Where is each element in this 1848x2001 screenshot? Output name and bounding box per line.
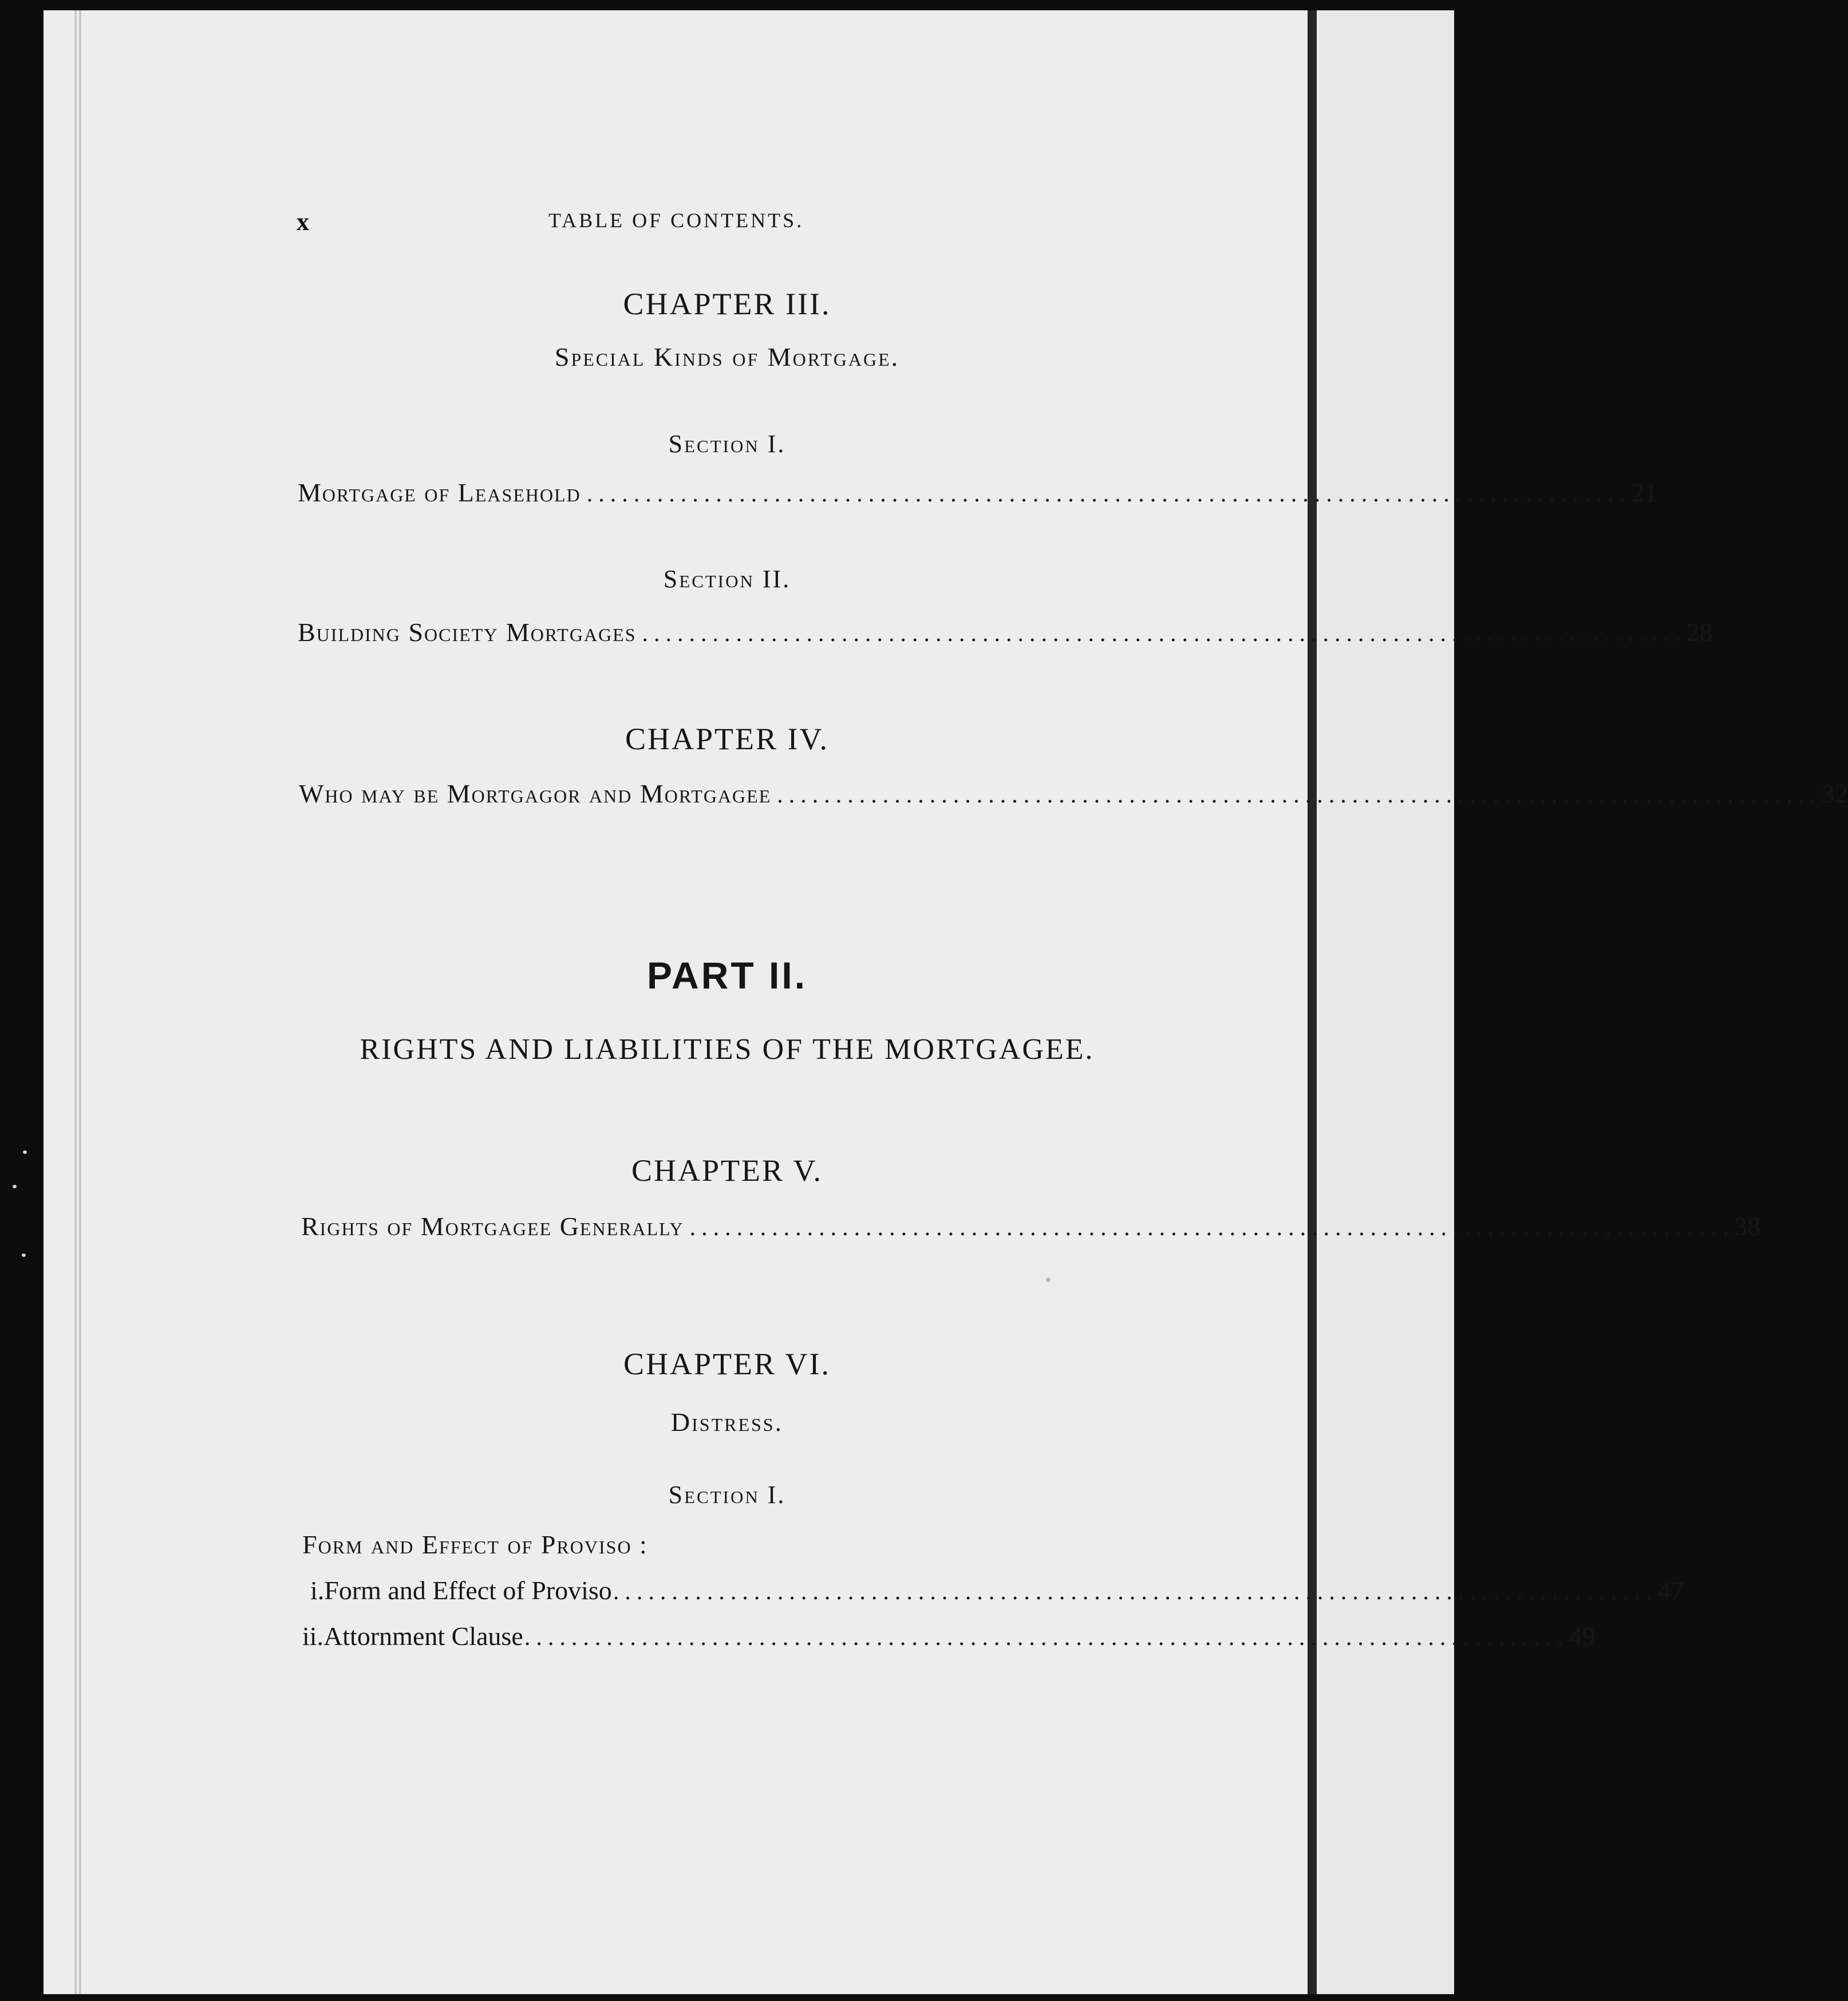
toc-entry-who-may-be-mortgagor[interactable] — [299, 778, 1848, 813]
toc-subentry-attornment-clause[interactable] — [302, 1621, 1596, 1655]
toc-entry-page: 49 — [1569, 1622, 1596, 1651]
chapter-6-subtitle: Distress. — [670, 1407, 784, 1437]
subentry-numeral: i. — [310, 1576, 325, 1605]
toc-entry-page: 38 — [1734, 1212, 1761, 1241]
toc-entry-label: Attornment Clause — [323, 1622, 523, 1651]
chapter-3-section-1-heading: Section I. — [668, 430, 786, 458]
dot-leader: ......................................................................................... — [586, 481, 1632, 507]
scan-speck — [22, 1253, 26, 1257]
dot-leader: ......................................................................................... — [642, 620, 1687, 647]
dot-leader: ......................................................................................... — [777, 782, 1822, 808]
chapter-4-heading: CHAPTER IV. — [625, 722, 830, 756]
toc-entry-building-society-mortgages[interactable] — [298, 617, 1713, 651]
toc-entry-label: Mortgage of Leasehold — [298, 478, 581, 507]
group-label: Form and Effect of Proviso : — [302, 1530, 648, 1559]
chapter-6-section-1-heading: Section I. — [668, 1481, 786, 1509]
toc-entry-label: Rights of Mortgagee Generally — [301, 1212, 684, 1241]
chapter-6-heading: CHAPTER VI. — [623, 1347, 831, 1381]
subentry-numeral: ii. — [302, 1622, 324, 1651]
chapter-3-subtitle: Special Kinds of Mortgage. — [554, 342, 900, 371]
running-head — [0, 206, 1454, 235]
toc-entry-label: Form and Effect of Proviso — [324, 1576, 612, 1605]
toc-entry-rights-of-mortgagee[interactable] — [301, 1211, 1761, 1245]
toc-entry-page: 47 — [1657, 1576, 1684, 1605]
toc-entry-page: 28 — [1687, 618, 1713, 647]
toc-entry-label: Building Society Mortgages — [298, 618, 637, 647]
page-speck — [1046, 1278, 1051, 1282]
toc-entry-page: 21 — [1631, 478, 1658, 507]
part-2-heading: PART II. — [646, 954, 808, 996]
toc-entry-page: 32 — [1821, 779, 1848, 808]
chapter-5-heading: CHAPTER V. — [631, 1153, 823, 1188]
dot-leader: ......................................................................................... — [689, 1215, 1735, 1241]
part-2-subtitle: RIGHTS AND LIABILITIES OF THE MORTGAGEE. — [360, 1033, 1095, 1066]
toc-entry-label: Who may be Mortgagor and Mortgagee — [299, 779, 772, 808]
dot-leader: ......................................................................................... — [524, 1624, 1569, 1651]
running-head-title: TABLE OF CONTENTS. — [548, 209, 804, 232]
toc-subentry-form-and-effect[interactable] — [310, 1575, 1684, 1609]
chapter-3-heading: CHAPTER III. — [623, 287, 831, 321]
page-number: x — [297, 208, 309, 236]
chapter-3-section-2-heading: Section II. — [663, 565, 791, 593]
toc-entry-mortgage-of-leasehold[interactable] — [298, 477, 1658, 512]
toc-group-label — [302, 1529, 1075, 1564]
dot-leader: ......................................................................................... — [613, 1579, 1658, 1605]
